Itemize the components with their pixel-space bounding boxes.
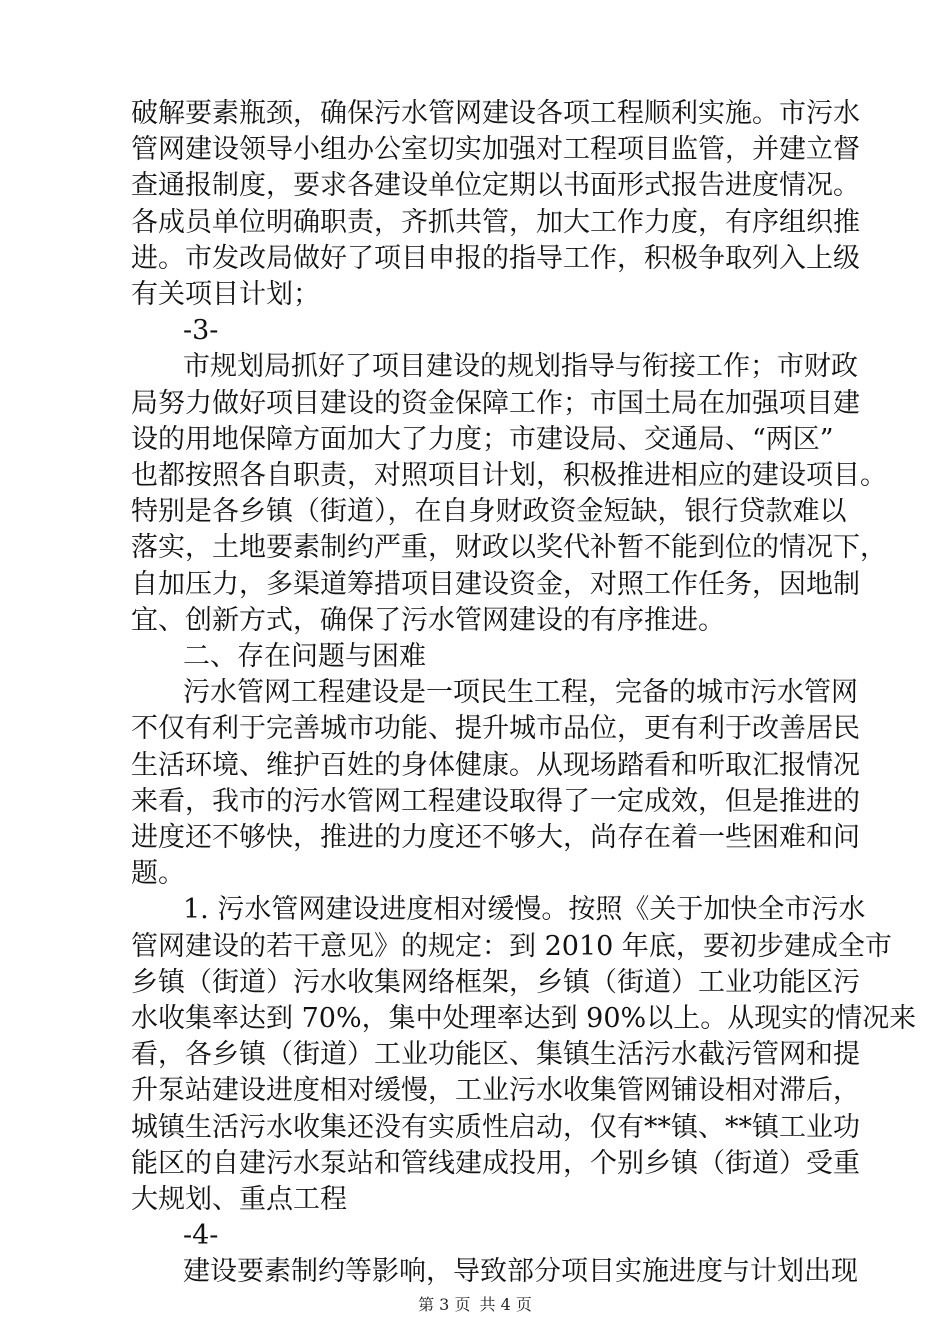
section-heading: 二、存在问题与困难 <box>183 641 426 672</box>
body-line: 题。 <box>131 858 185 889</box>
body-line: 管网建设的若干意见》的规定：到 2010 年底，要初步建成全市 <box>131 931 892 962</box>
body-line: 大规划、重点工程 <box>131 1184 347 1215</box>
body-line: 宜、创新方式，确保了污水管网建设的有序推进。 <box>131 605 725 636</box>
paragraph-first-line: 1. 污水管网建设进度相对缓慢。按照《关于加快全市污水 <box>183 894 866 925</box>
paragraph-first-line: 建设要素制约等影响，导致部分项目实施进度与计划出现 <box>183 1256 858 1287</box>
page-marker: -4- <box>183 1220 219 1251</box>
body-line: 能区的自建污水泵站和管线建成投用，个别乡镇（街道）受重 <box>131 1148 860 1179</box>
body-line: 生活环境、维护百姓的身体健康。从现场踏看和听取汇报情况 <box>131 750 860 781</box>
page-marker: -3- <box>183 315 219 346</box>
page-total: 共 4 页 <box>479 1295 532 1314</box>
body-line: 破解要素瓶颈，确保污水管网建设各项工程顺利实施。市污水 <box>131 98 860 129</box>
body-line: 也都按照各自职责，对照项目计划，积极推进相应的建设项目。 <box>131 460 887 491</box>
body-line: 看，各乡镇（街道）工业功能区、集镇生活污水截污管网和提 <box>131 1039 860 1070</box>
body-line: 设的用地保障方面加大了力度；市建设局、交通局、“两区” <box>131 424 834 455</box>
body-line: 城镇生活污水收集还没有实质性启动，仅有**镇、**镇工业功 <box>131 1112 860 1143</box>
body-line: 进度还不够快，推进的力度还不够大，尚存在着一些困难和问 <box>131 822 860 853</box>
body-line: 查通报制度，要求各建设单位定期以书面形式报告进度情况。 <box>131 170 860 201</box>
paragraph-first-line: 市规划局抓好了项目建设的规划指导与衔接工作；市财政 <box>183 351 858 382</box>
body-line: 局努力做好项目建设的资金保障工作；市国土局在加强项目建 <box>131 388 860 419</box>
page-footer <box>0 1294 950 1316</box>
body-line: 进。市发改局做好了项目申报的指导工作，积极争取列入上级 <box>131 243 860 274</box>
body-line: 特别是各乡镇（街道），在自身财政资金短缺，银行贷款难以 <box>131 496 847 527</box>
body-line: 不仅有利于完善城市功能、提升城市品位，更有利于改善居民 <box>131 713 860 744</box>
body-line: 各成员单位明确职责，齐抓共管，加大工作力度，有序组织推 <box>131 207 860 238</box>
body-line: 升泵站建设进度相对缓慢，工业污水收集管网铺设相对滞后， <box>131 1075 860 1106</box>
body-line: 有关项目计划； <box>131 279 320 310</box>
body-line: 管网建设领导小组办公室切实加强对工程项目监管，并建立督 <box>131 134 860 165</box>
body-line: 水收集率达到 70%，集中处理率达到 90%以上。从现实的情况来 <box>131 1003 917 1034</box>
body-line: 落实，土地要素制约严重，财政以奖代补暂不能到位的情况下， <box>131 532 887 563</box>
page-number: 第 3 页 <box>418 1295 471 1314</box>
paragraph-first-line: 污水管网工程建设是一项民生工程，完备的城市污水管网 <box>183 677 858 708</box>
body-line: 乡镇（街道）污水收集网络框架，乡镇（街道）工业功能区污 <box>131 967 860 998</box>
body-line: 来看，我市的污水管网工程建设取得了一定成效，但是推进的 <box>131 786 860 817</box>
body-line: 自加压力，多渠道筹措项目建设资金，对照工作任务，因地制 <box>131 569 860 600</box>
